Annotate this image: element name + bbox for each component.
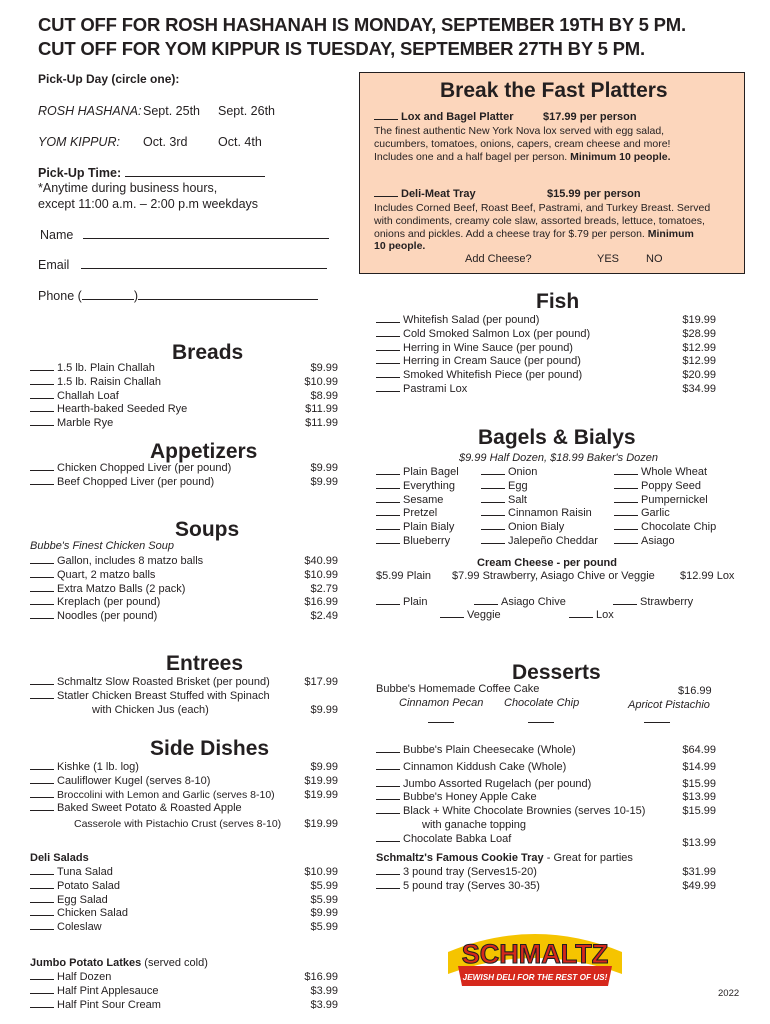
quantity-blank[interactable] — [30, 993, 54, 994]
quantity-blank[interactable] — [614, 488, 638, 489]
quantity-blank[interactable] — [30, 783, 54, 784]
list-item: Kishke (1 lb. log) $9.99 — [30, 761, 338, 775]
list-item: Chocolate Chip — [614, 521, 716, 535]
list-item: Cinnamon Kiddush Cake (Whole) $14.99 — [376, 761, 716, 775]
list-item: Salt — [481, 494, 598, 508]
quantity-blank[interactable] — [30, 484, 54, 485]
pickup-day-label: Pick-Up Day (circle one): — [38, 72, 180, 86]
list-item: Bubbe's Honey Apple Cake $13.99 — [376, 791, 716, 805]
list-item: Onion — [481, 466, 598, 480]
breads-title: Breads — [172, 341, 244, 364]
quantity-blank[interactable] — [474, 604, 498, 605]
cream-cheese-plain-price: $5.99 Plain — [376, 570, 432, 582]
quantity-blank[interactable] — [376, 336, 400, 337]
pickup-note-2: except 11:00 a.m. – 2:00 p.m weekdays — [38, 197, 259, 211]
side-dishes-list — [30, 761, 338, 832]
add-cheese-yes[interactable]: YES — [597, 253, 620, 265]
list-item: 1.5 lb. Raisin Challah $10.99 — [30, 376, 338, 390]
list-item: Challah Loaf $8.99 — [30, 390, 338, 404]
quantity-blank[interactable] — [30, 563, 54, 564]
list-item: Chocolate Babka Loaf $13.99 — [376, 833, 716, 847]
quantity-blank[interactable] — [376, 350, 400, 351]
list-item: Herring in Cream Sauce (per pound) $12.99 — [376, 355, 716, 369]
quantity-blank[interactable] — [614, 529, 638, 530]
soups-title: Soups — [175, 518, 240, 541]
list-item: Whitefish Salad (per pound) $19.99 — [376, 314, 716, 328]
quantity-blank[interactable] — [440, 617, 464, 618]
quantity-blank[interactable] — [376, 529, 400, 530]
footer-year: 2022 — [718, 988, 740, 999]
pickup-time-label: Pick-Up Time: — [38, 166, 122, 180]
latkes-list — [30, 971, 338, 1012]
cream-cheese-mid-price: $7.99 Strawberry, Asiago Chive or Veggie — [452, 570, 655, 582]
quantity-blank[interactable] — [376, 813, 400, 814]
list-item: Beef Chopped Liver (per pound) $9.99 — [30, 476, 338, 490]
platters-title: Break the Fast Platters — [440, 79, 668, 102]
cc-plain-row: Plain — [376, 596, 427, 610]
list-item: Chicken Salad $9.99 — [30, 907, 338, 921]
list-item: Kreplach (per pound) $16.99 — [30, 596, 338, 610]
quantity-blank[interactable] — [30, 470, 54, 471]
quantity-blank[interactable] — [376, 474, 400, 475]
name-label: Name — [40, 228, 74, 242]
cc-asiago-row: Asiago Chive — [474, 596, 566, 610]
email-label: Email — [38, 258, 70, 272]
quantity-blank[interactable] — [30, 577, 54, 578]
quantity-blank[interactable] — [481, 515, 505, 516]
list-item: Cold Smoked Salmon Lox (per pound) $28.99 — [376, 328, 716, 342]
list-item: Whole Wheat — [614, 466, 716, 480]
break-the-fast-box — [359, 72, 745, 274]
list-item: Hearth-baked Seeded Rye $11.99 — [30, 403, 338, 417]
quantity-blank[interactable] — [30, 888, 54, 889]
list-item: Coleslaw $5.99 — [30, 921, 338, 935]
appetizers-title: Appetizers — [150, 440, 258, 463]
coffee-cake-flavor-3: Apricot Pistachio — [628, 699, 710, 711]
quantity-blank[interactable] — [30, 874, 54, 875]
list-item: Plain Bagel — [376, 466, 459, 480]
pickup-time-row — [38, 166, 265, 180]
cc-lox-row: Lox — [569, 609, 614, 623]
list-item: Everything — [376, 480, 459, 494]
list-item: Half Dozen $16.99 — [30, 971, 338, 985]
list-item: Jumbo Assorted Rugelach (per pound) $15.99 — [376, 778, 716, 792]
bagels-col-1 — [376, 466, 459, 549]
list-item: Noodles (per pound) $2.49 — [30, 610, 338, 624]
quantity-blank[interactable] — [30, 929, 54, 930]
quantity-blank[interactable] — [376, 769, 400, 770]
quantity-blank[interactable] — [30, 797, 54, 798]
quantity-blank[interactable] — [30, 425, 54, 426]
quantity-blank[interactable] — [376, 841, 400, 842]
quantity-blank[interactable] — [614, 502, 638, 503]
list-item: Smoked Whitefish Piece (per pound) $20.99 — [376, 369, 716, 383]
phone-row: Phone ( ) — [38, 289, 318, 303]
list-item: Sesame — [376, 494, 459, 508]
add-cheese-label: Add Cheese? — [465, 253, 532, 265]
coffee-cake-price: $16.99 — [678, 685, 712, 697]
quantity-blank[interactable] — [30, 398, 54, 399]
quantity-blank[interactable] — [30, 684, 54, 685]
list-item: Onion Bialy — [481, 521, 598, 535]
quantity-blank[interactable] — [376, 377, 400, 378]
logo-graphic — [440, 922, 630, 990]
cookie-tray-list — [376, 866, 716, 894]
pickup-note-1: *Anytime during business hours, — [38, 181, 218, 195]
latkes-note: (served cold) — [141, 957, 208, 969]
quantity-blank[interactable] — [376, 799, 400, 800]
quantity-blank[interactable] — [376, 322, 400, 323]
cream-cheese-title: Cream Cheese - per pound — [477, 557, 617, 569]
name-row — [40, 228, 329, 242]
list-item: Cauliflower Kugel (serves 8-10) $19.99 — [30, 775, 338, 789]
breads-list — [30, 362, 338, 431]
lox-platter-row: Lox and Bagel Platter — [374, 111, 513, 125]
quantity-blank[interactable] — [614, 515, 638, 516]
quantity-blank[interactable] — [376, 515, 400, 516]
quantity-blank[interactable] — [614, 543, 638, 544]
list-item: Schmaltz Slow Roasted Brisket (per pound) $17.99 — [30, 676, 338, 690]
name-field[interactable] — [83, 238, 329, 239]
list-item: Asiago — [614, 535, 716, 549]
quantity-blank[interactable] — [30, 915, 54, 916]
pickup-time-field[interactable] — [125, 176, 265, 177]
latkes-heading — [30, 957, 208, 971]
quantity-blank[interactable] — [376, 888, 400, 889]
soups-subtitle: Bubbe's Finest Chicken Soup — [30, 540, 174, 552]
deli-tray-row: Deli-Meat Tray — [374, 188, 476, 202]
entrees-list — [30, 676, 338, 717]
coffee-cake-flavor-2: Chocolate Chip — [504, 697, 580, 709]
quantity-blank[interactable] — [376, 543, 400, 544]
logo-tagline-text: JEWISH DELI FOR THE REST OF US! — [462, 973, 608, 982]
list-item: Marble Rye $11.99 — [30, 417, 338, 431]
quantity-blank[interactable] — [481, 502, 505, 503]
fish-list — [376, 314, 716, 397]
cookie-tray-title: Schmaltz's Famous Cookie Tray — [376, 852, 544, 864]
phone-label: Phone — [38, 289, 75, 303]
flavor-3-blank[interactable] — [644, 722, 670, 723]
cookie-tray-heading — [376, 852, 633, 866]
add-cheese-no[interactable]: NO — [646, 253, 663, 265]
quantity-blank[interactable] — [376, 488, 400, 489]
list-item: Pastrami Lox $34.99 — [376, 383, 716, 397]
rosh-date-1[interactable]: Sept. 25th — [143, 104, 200, 118]
logo-brand-text: SCHMALTZ — [461, 939, 609, 969]
deli-salads-list — [30, 866, 338, 935]
quantity-blank[interactable] — [376, 363, 400, 364]
desserts-title: Desserts — [512, 661, 601, 684]
cream-cheese-lox-price: $12.99 Lox — [680, 570, 735, 582]
list-item: Herring in Wine Sauce (per pound) $12.99 — [376, 342, 716, 356]
list-item: Chicken Chopped Liver (per pound) $9.99 — [30, 462, 338, 476]
coffee-cake-label: Bubbe's Homemade Coffee Cake — [376, 683, 540, 695]
email-field[interactable] — [81, 268, 327, 269]
quantity-blank[interactable] — [30, 591, 54, 592]
list-item: Poppy Seed — [614, 480, 716, 494]
quantity-blank[interactable] — [481, 529, 505, 530]
list-item-continued: with Chicken Jus (each) $9.99 — [92, 703, 338, 716]
bagels-col-3 — [614, 466, 716, 549]
rosh-date-2[interactable]: Sept. 26th — [218, 104, 275, 118]
phone-number-field[interactable] — [138, 299, 318, 300]
quantity-blank[interactable] — [30, 810, 54, 811]
quantity-blank[interactable] — [30, 604, 54, 605]
list-item: Statler Chicken Breast Stuffed with Spinach — [30, 690, 338, 704]
cutoff-rosh-hashanah: CUT OFF FOR ROSH HASHANAH IS MONDAY, SEPTEMBER 19TH BY 5 PM. — [38, 14, 686, 35]
quantity-blank[interactable] — [374, 196, 398, 197]
quantity-blank[interactable] — [30, 384, 54, 385]
quantity-blank[interactable] — [376, 752, 400, 753]
side-dishes-title: Side Dishes — [150, 737, 270, 760]
quantity-blank[interactable] — [376, 502, 400, 503]
deli-salads-title: Deli Salads — [30, 852, 89, 864]
latkes-title: Jumbo Potato Latkes — [30, 957, 142, 969]
list-item: Jalepeño Cheddar — [481, 535, 598, 549]
lox-platter-price: $17.99 per person — [543, 111, 637, 123]
soups-list — [30, 555, 338, 624]
cc-veggie-row: Veggie — [440, 609, 501, 623]
list-item: Plain Bialy — [376, 521, 459, 535]
list-item: Quart, 2 matzo balls $10.99 — [30, 569, 338, 583]
cookie-tray-note: - Great for parties — [543, 852, 633, 864]
list-item: 3 pound tray (Serves15-20) $31.99 — [376, 866, 716, 880]
quantity-blank[interactable] — [30, 618, 54, 619]
list-item: Cinnamon Raisin — [481, 507, 598, 521]
quantity-blank[interactable] — [376, 786, 400, 787]
quantity-blank[interactable] — [376, 391, 400, 392]
list-item: 5 pound tray (Serves 30-35) $49.99 — [376, 880, 716, 894]
bagels-subtitle: $9.99 Half Dozen, $18.99 Baker's Dozen — [459, 452, 658, 464]
list-item: Bubbe's Plain Cheesecake (Whole) $64.99 — [376, 744, 716, 758]
list-item: Half Pint Applesauce $3.99 — [30, 985, 338, 999]
list-item: Gallon, includes 8 matzo balls $40.99 — [30, 555, 338, 569]
quantity-blank[interactable] — [481, 543, 505, 544]
email-row — [38, 258, 327, 272]
list-item-continued: with ganache topping — [422, 818, 526, 831]
quantity-blank[interactable] — [376, 604, 400, 605]
quantity-blank[interactable] — [30, 411, 54, 412]
list-item: 1.5 lb. Plain Challah $9.99 — [30, 362, 338, 376]
yom-date-2[interactable]: Oct. 4th — [218, 135, 262, 149]
lox-platter-desc: The finest authentic New York Nova lox served with egg salad, cucumbers, tomatoes, onions, capers, cream cheese and more! Includes one and a half bagel per person. Minimum 10 people. — [374, 125, 671, 163]
list-item: Tuna Salad $10.99 — [30, 866, 338, 880]
quantity-blank[interactable] — [481, 474, 505, 475]
quantity-blank[interactable] — [374, 119, 398, 120]
quantity-blank[interactable] — [614, 474, 638, 475]
quantity-blank[interactable] — [30, 1007, 54, 1008]
list-item: Broccolini with Lemon and Garlic (serves 8-10) $19.99 — [30, 789, 338, 803]
quantity-blank[interactable] — [30, 769, 54, 770]
list-item: Egg Salad $5.99 — [30, 894, 338, 908]
entrees-title: Entrees — [166, 652, 244, 675]
quantity-blank[interactable] — [30, 698, 54, 699]
coffee-cake-flavor-1: Cinnamon Pecan — [399, 697, 484, 709]
flavor-2-blank[interactable] — [528, 722, 554, 723]
quantity-blank[interactable] — [613, 604, 637, 605]
list-item: Pretzel — [376, 507, 459, 521]
list-item: Pumpernickel — [614, 494, 716, 508]
list-item: Extra Matzo Balls (2 pack) $2.79 — [30, 583, 338, 597]
quantity-blank[interactable] — [30, 902, 54, 903]
list-item: Black + White Chocolate Brownies (serves 10-15) $15.99 — [376, 805, 716, 819]
phone-area-field[interactable] — [82, 299, 134, 300]
list-item: Potato Salad $5.99 — [30, 880, 338, 894]
quantity-blank[interactable] — [376, 874, 400, 875]
cc-strawberry-row: Strawberry — [613, 596, 693, 610]
appetizers-list — [30, 462, 338, 490]
list-item: Egg — [481, 480, 598, 494]
list-item: Half Pint Sour Cream $3.99 — [30, 999, 338, 1013]
cutoff-yom-kippur: CUT OFF FOR YOM KIPPUR IS TUESDAY, SEPTEMBER 27TH BY 5 PM. — [38, 38, 645, 59]
yom-kippur-label: YOM KIPPUR: — [38, 135, 120, 149]
deli-tray-desc: Includes Corned Beef, Roast Beef, Pastrami, and Turkey Breast. Served with condiments, creamy cole slaw, assorted breads, lettuce, tomatoes, onions and pickles. Add a cheese tray for $.79 per person. Minimum 10 people. — [374, 202, 711, 253]
flavor-1-blank[interactable] — [428, 722, 454, 723]
deli-tray-price: $15.99 per person — [547, 188, 641, 200]
list-item: Garlic — [614, 507, 716, 521]
bagels-title: Bagels & Bialys — [478, 426, 636, 449]
quantity-blank[interactable] — [30, 370, 54, 371]
rosh-hashana-label: ROSH HASHANA: — [38, 104, 142, 118]
quantity-blank[interactable] — [569, 617, 593, 618]
quantity-blank[interactable] — [481, 488, 505, 489]
list-item: Baked Sweet Potato & Roasted Apple — [30, 802, 338, 816]
bagels-col-2 — [481, 466, 598, 549]
fish-title: Fish — [536, 290, 580, 313]
desserts-list — [376, 744, 716, 847]
quantity-blank[interactable] — [30, 979, 54, 980]
schmaltz-logo — [440, 922, 630, 990]
yom-date-1[interactable]: Oct. 3rd — [143, 135, 188, 149]
list-item-continued: Casserole with Pistachio Crust (serves 8-10) $19.99 — [74, 818, 338, 831]
list-item: Blueberry — [376, 535, 459, 549]
